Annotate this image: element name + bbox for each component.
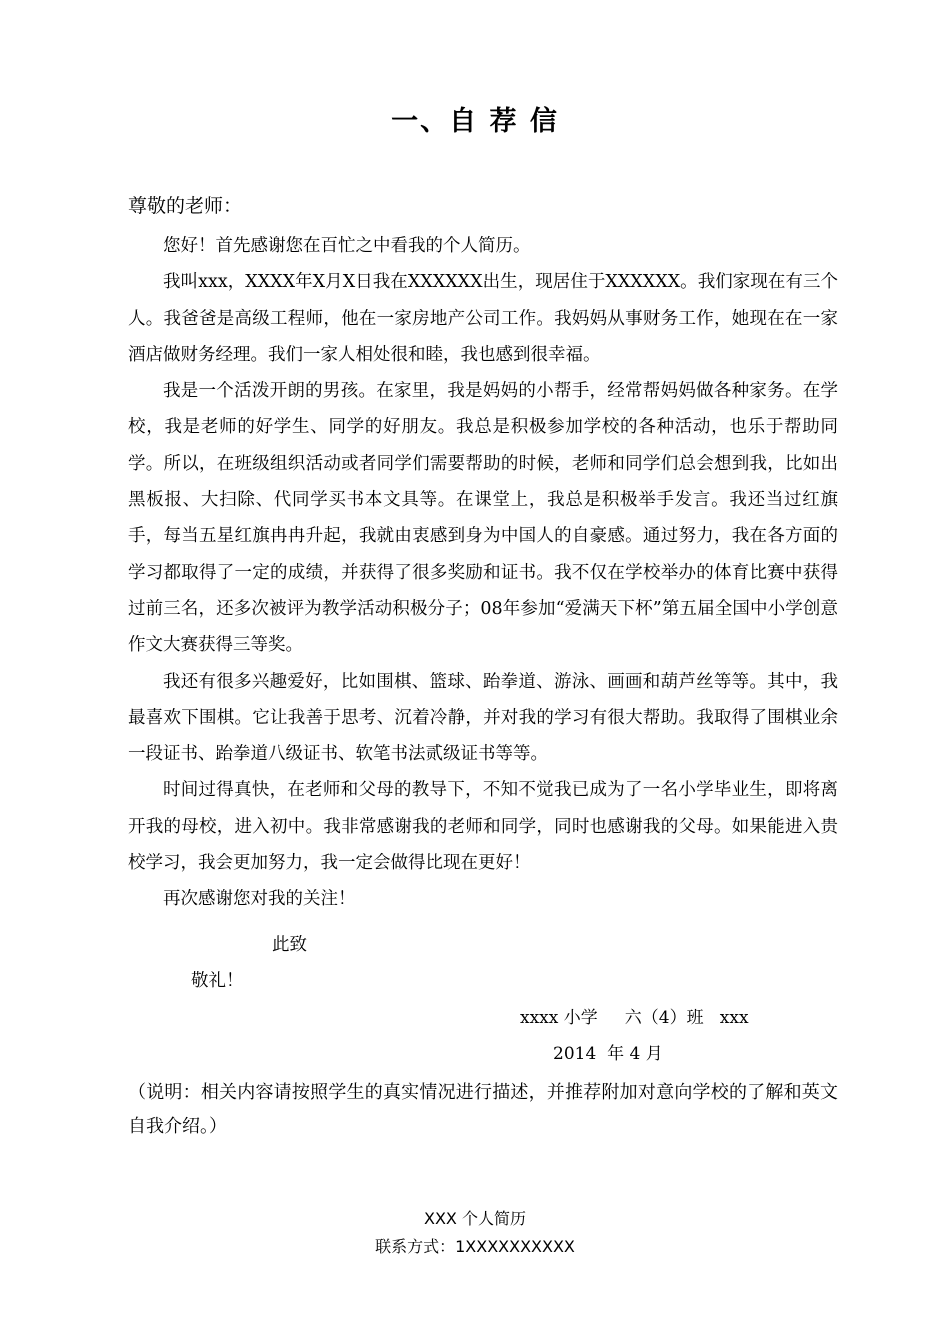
footer-resume-title: XXX 个人简历 bbox=[424, 1209, 526, 1228]
paragraph-family: 我叫xxx，XXXX年X月X日我在XXXXXX出生，现居住于XXXXXX。我们家现在有三个人。我爸爸是高级工程师，他在一家房地产公司工作。我妈妈从事财务工作，她现在在一家酒店做财务经理。我们一家人相处很和睦，我也感到很幸福。 bbox=[128, 272, 838, 365]
paragraph-opening: 您好！首先感谢您在百忙之中看我的个人简历。 bbox=[163, 236, 531, 256]
letter-title: 一、自 荐 信 bbox=[391, 106, 559, 137]
closing-salute: 敬礼！ bbox=[191, 971, 244, 991]
paragraph-personality: 我是一个活泼开朗的男孩。在家里，我是妈妈的小帮手，经常帮妈妈做各种家务。在学校，我是老师的好学生、同学的好朋友。我总是积极参加学校的各种活动，也乐于帮助同学。所以，在班级组织活动或者同学们需要帮助的时候，老师和同学们总会想到我，比如出黑板报、大扫除、代同学买书本文具等。在课堂上，我总是积极举手发言。我还当过红旗手，每当五星红旗冉冉升起，我就由衷感到身为中国人的自豪感。通过努力，我在各方面的学习都取得了一定的成绩，并获得了很多奖励和证书。我不仅在学校举办的体育比赛中获得过前三名，还多次被评为教学活动积极分子；08年参加“爱满天下杯”第五届全国中小学创意作文大赛获得三等奖。 bbox=[128, 381, 838, 656]
letter-body bbox=[128, 228, 838, 918]
page-footer bbox=[0, 1205, 950, 1261]
closing-respectfully: 此致 bbox=[272, 935, 307, 955]
paragraph-hobbies: 我还有很多兴趣爱好，比如围棋、篮球、跆拳道、游泳、画画和葫芦丝等等。其中，我最喜欢下围棋。它让我善于思考、沉着冷静，并对我的学习有很大帮助。我取得了围棋业余一段证书、跆拳道八级证书、软笔书法贰级证书等等。 bbox=[128, 671, 838, 765]
salutation: 尊敬的老师： bbox=[128, 195, 243, 217]
paragraph-graduation: 时间过得真快，在老师和父母的教导下，不知不觉我已成为了一名小学毕业生，即将离开我的母校，进入初中。我非常感谢我的老师和同学，同时也感谢我的父母。如果能进入贵校学习，我会更加努力，我一定会做得比现在更好！ bbox=[128, 780, 838, 874]
footer-contact: 联系方式：1XXXXXXXXXX bbox=[375, 1237, 575, 1256]
paragraph-thanks: 再次感谢您对我的关注！ bbox=[163, 889, 356, 910]
letter-date: 2014 年 4 月 bbox=[553, 1044, 663, 1064]
signature-line: xxxx 小学 六（4）班 xxx bbox=[520, 1008, 749, 1028]
instruction-note: （说明：相关内容请按照学生的真实情况进行描述，并推荐附加对意向学校的了解和英文自我介绍。） bbox=[128, 1082, 838, 1136]
